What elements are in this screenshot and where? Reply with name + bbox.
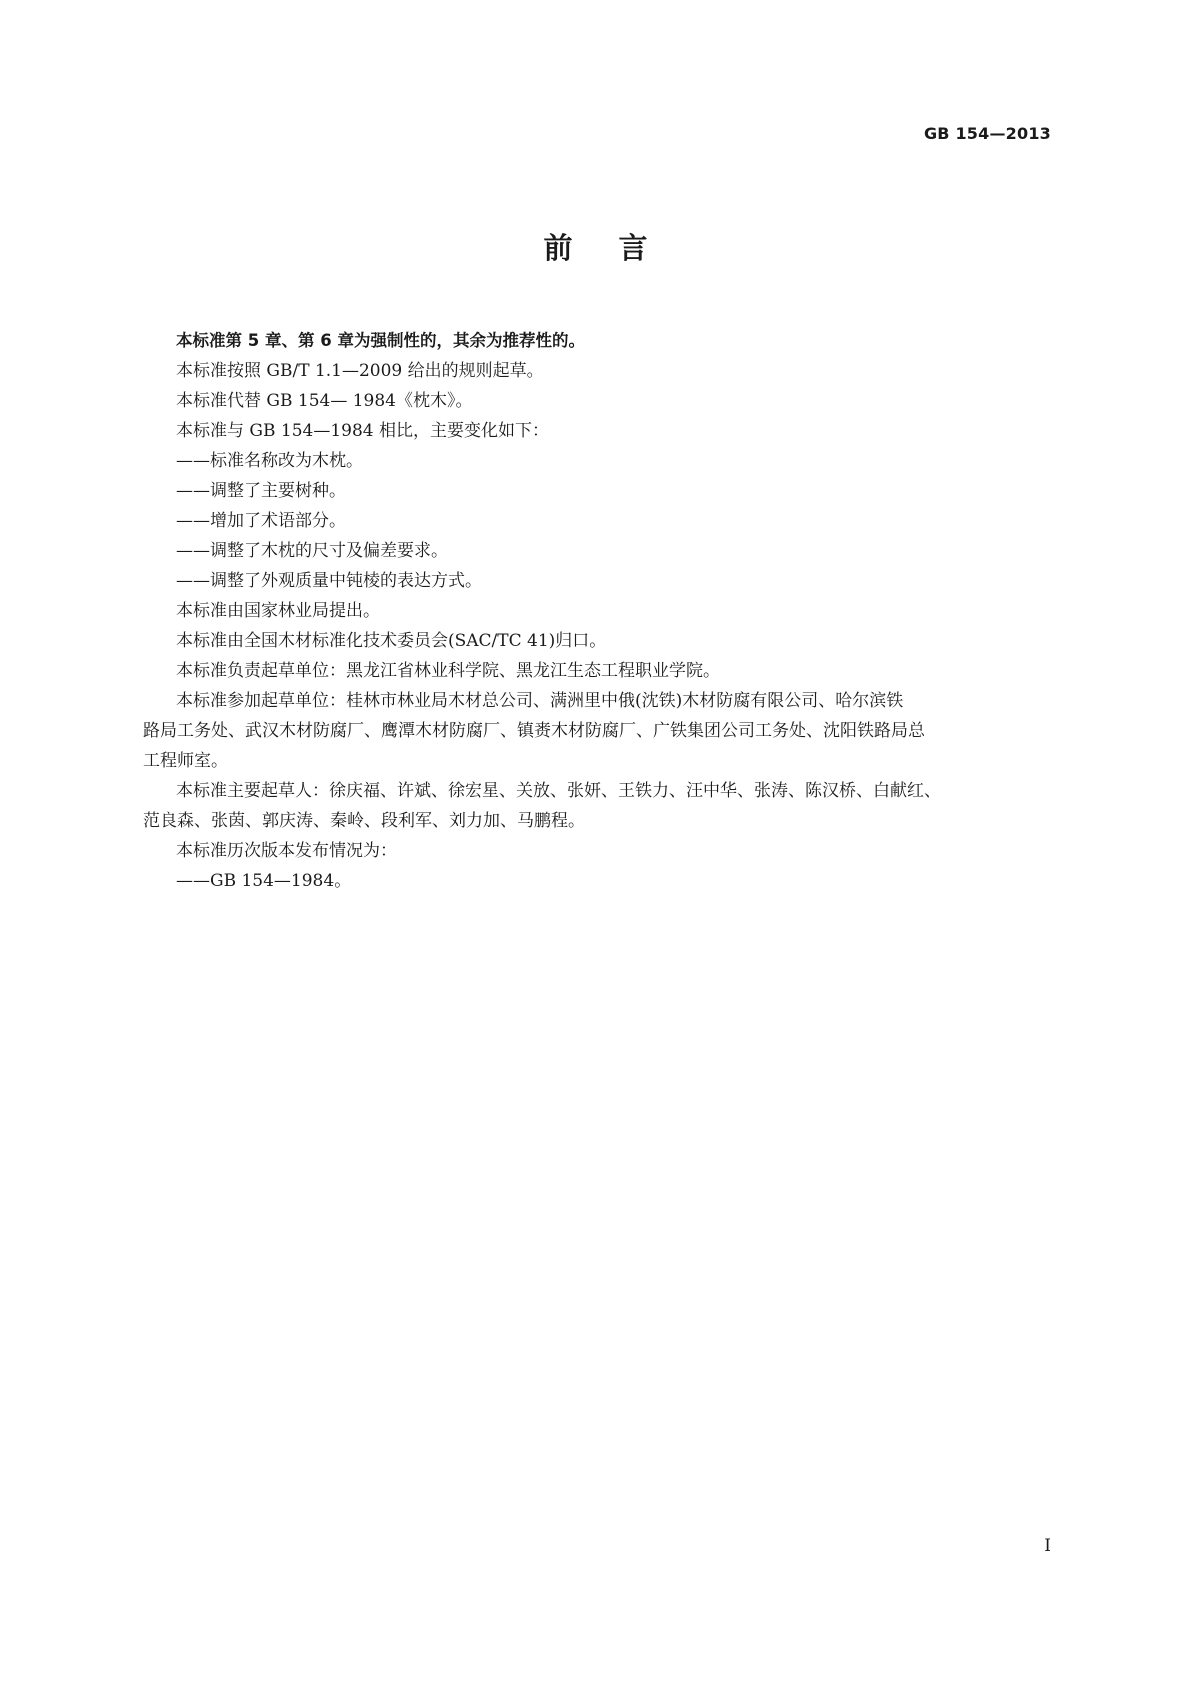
paragraph-history-intro: 本标准历次版本发布情况为：: [176, 841, 397, 861]
paragraph-replaces: 本标准代替 GB 154— 1984《枕木》。: [176, 391, 473, 411]
change-item: ——调整了主要树种。: [176, 481, 346, 501]
standard-code: GB 154—2013: [923, 124, 1051, 143]
change-item: ——标准名称改为木枕。: [176, 451, 363, 471]
change-item: ——调整了外观质量中钝棱的表达方式。: [176, 571, 482, 591]
paragraph-lead-drafters: 本标准负责起草单位：黑龙江省林业科学院、黑龙江生态工程职业学院。: [176, 661, 720, 681]
paragraph-changes-intro: 本标准与 GB 154—1984 相比，主要变化如下：: [176, 421, 549, 441]
paragraph-participating-drafters-cont: 工程师室。: [143, 751, 228, 771]
history-item: ——GB 154—1984。: [176, 871, 352, 891]
paragraph-mandatory-note: 本标准第 5 章、第 6 章为强制性的，其余为推荐性的。: [176, 331, 585, 350]
paragraph-drafting-rules: 本标准按照 GB/T 1.1—2009 给出的规则起草。: [176, 361, 544, 381]
paragraph-proposed-by: 本标准由国家林业局提出。: [176, 601, 380, 621]
paragraph-participating-drafters-cont: 路局工务处、武汉木材防腐厂、鹰潭木材防腐厂、镇赉木材防腐厂、广铁集团公司工务处、沈阳铁路局总: [143, 721, 925, 741]
change-item: ——调整了木枕的尺寸及偏差要求。: [176, 541, 448, 561]
paragraph-main-drafters-cont: 范良森、张茵、郭庆涛、秦岭、段利军、刘力加、马鹏程。: [143, 811, 585, 831]
paragraph-participating-drafters: 本标准参加起草单位：桂林市林业局木材总公司、满洲里中俄(沈铁)木材防腐有限公司、哈尔滨铁: [176, 691, 904, 711]
foreword-body: [143, 326, 1056, 896]
paragraph-main-drafters: 本标准主要起草人：徐庆福、许斌、徐宏星、关放、张妍、王铁力、汪中华、张涛、陈汉桥、白献红、: [176, 781, 941, 801]
page-title: 前言: [543, 231, 694, 265]
paragraph-centralized-by: 本标准由全国木材标准化技术委员会(SAC/TC 41)归口。: [176, 631, 607, 651]
change-item: ——增加了术语部分。: [176, 511, 346, 531]
page-number: I: [1044, 1536, 1051, 1556]
